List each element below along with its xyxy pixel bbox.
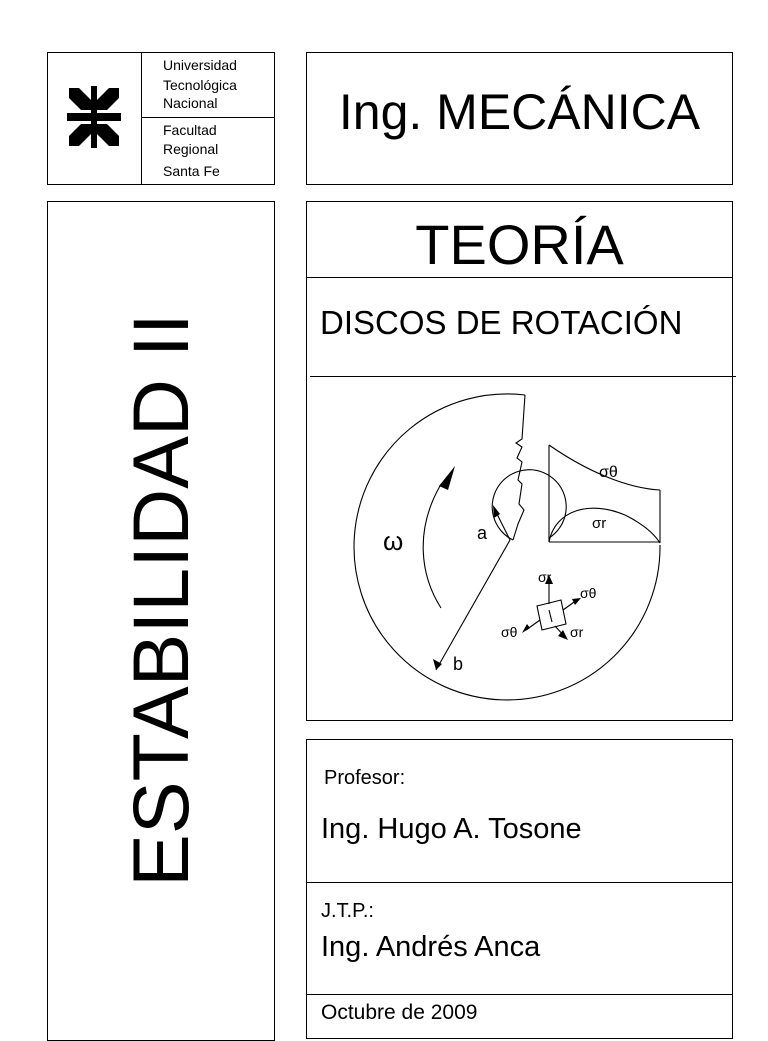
staff-divider-2 bbox=[306, 994, 733, 995]
staff-divider-1 bbox=[306, 882, 733, 883]
university-line-1: Universidad bbox=[163, 57, 237, 73]
header-divider-vertical bbox=[141, 52, 142, 185]
course-title: ESTABILIDAD II bbox=[116, 313, 205, 887]
jtp-name: Ing. Andrés Anca bbox=[321, 931, 541, 963]
rotating-disc-figure bbox=[306, 378, 733, 720]
element-sigma-theta-right: σθ bbox=[580, 585, 597, 601]
faculty-line-2: Regional bbox=[163, 141, 219, 157]
sigma-theta-curve-label: σθ bbox=[599, 464, 618, 481]
faculty-line-1: Facultad bbox=[163, 122, 217, 138]
jtp-label: J.T.P.: bbox=[321, 900, 374, 922]
radius-a-label: a bbox=[477, 523, 488, 543]
professor-name: Ing. Hugo A. Tosone bbox=[321, 813, 582, 845]
header-divider-horizontal bbox=[141, 117, 275, 118]
faculty-line-3: Santa Fe bbox=[163, 163, 220, 179]
department-title: Ing. MECÁNICA bbox=[338, 84, 701, 140]
element-sigma-theta-left: σθ bbox=[501, 624, 518, 640]
utn-logo bbox=[67, 86, 121, 148]
sigma-r-curve-label: σr bbox=[592, 515, 607, 532]
radius-b-label: b bbox=[453, 654, 464, 674]
element-sigma-r-top: σr bbox=[538, 569, 552, 585]
theory-divider bbox=[306, 277, 733, 278]
omega-label: ω bbox=[383, 526, 404, 556]
topic-divider bbox=[310, 376, 736, 377]
document-type: TEORÍA bbox=[415, 213, 624, 276]
university-line-2: Tecnológica bbox=[163, 77, 237, 93]
professor-label: Profesor: bbox=[324, 767, 406, 789]
university-line-3: Nacional bbox=[163, 95, 218, 111]
element-sigma-r-bottom: σr bbox=[570, 624, 584, 640]
document-topic: DISCOS DE ROTACIÓN bbox=[320, 304, 683, 341]
publication-date: Octubre de 2009 bbox=[321, 1001, 478, 1024]
